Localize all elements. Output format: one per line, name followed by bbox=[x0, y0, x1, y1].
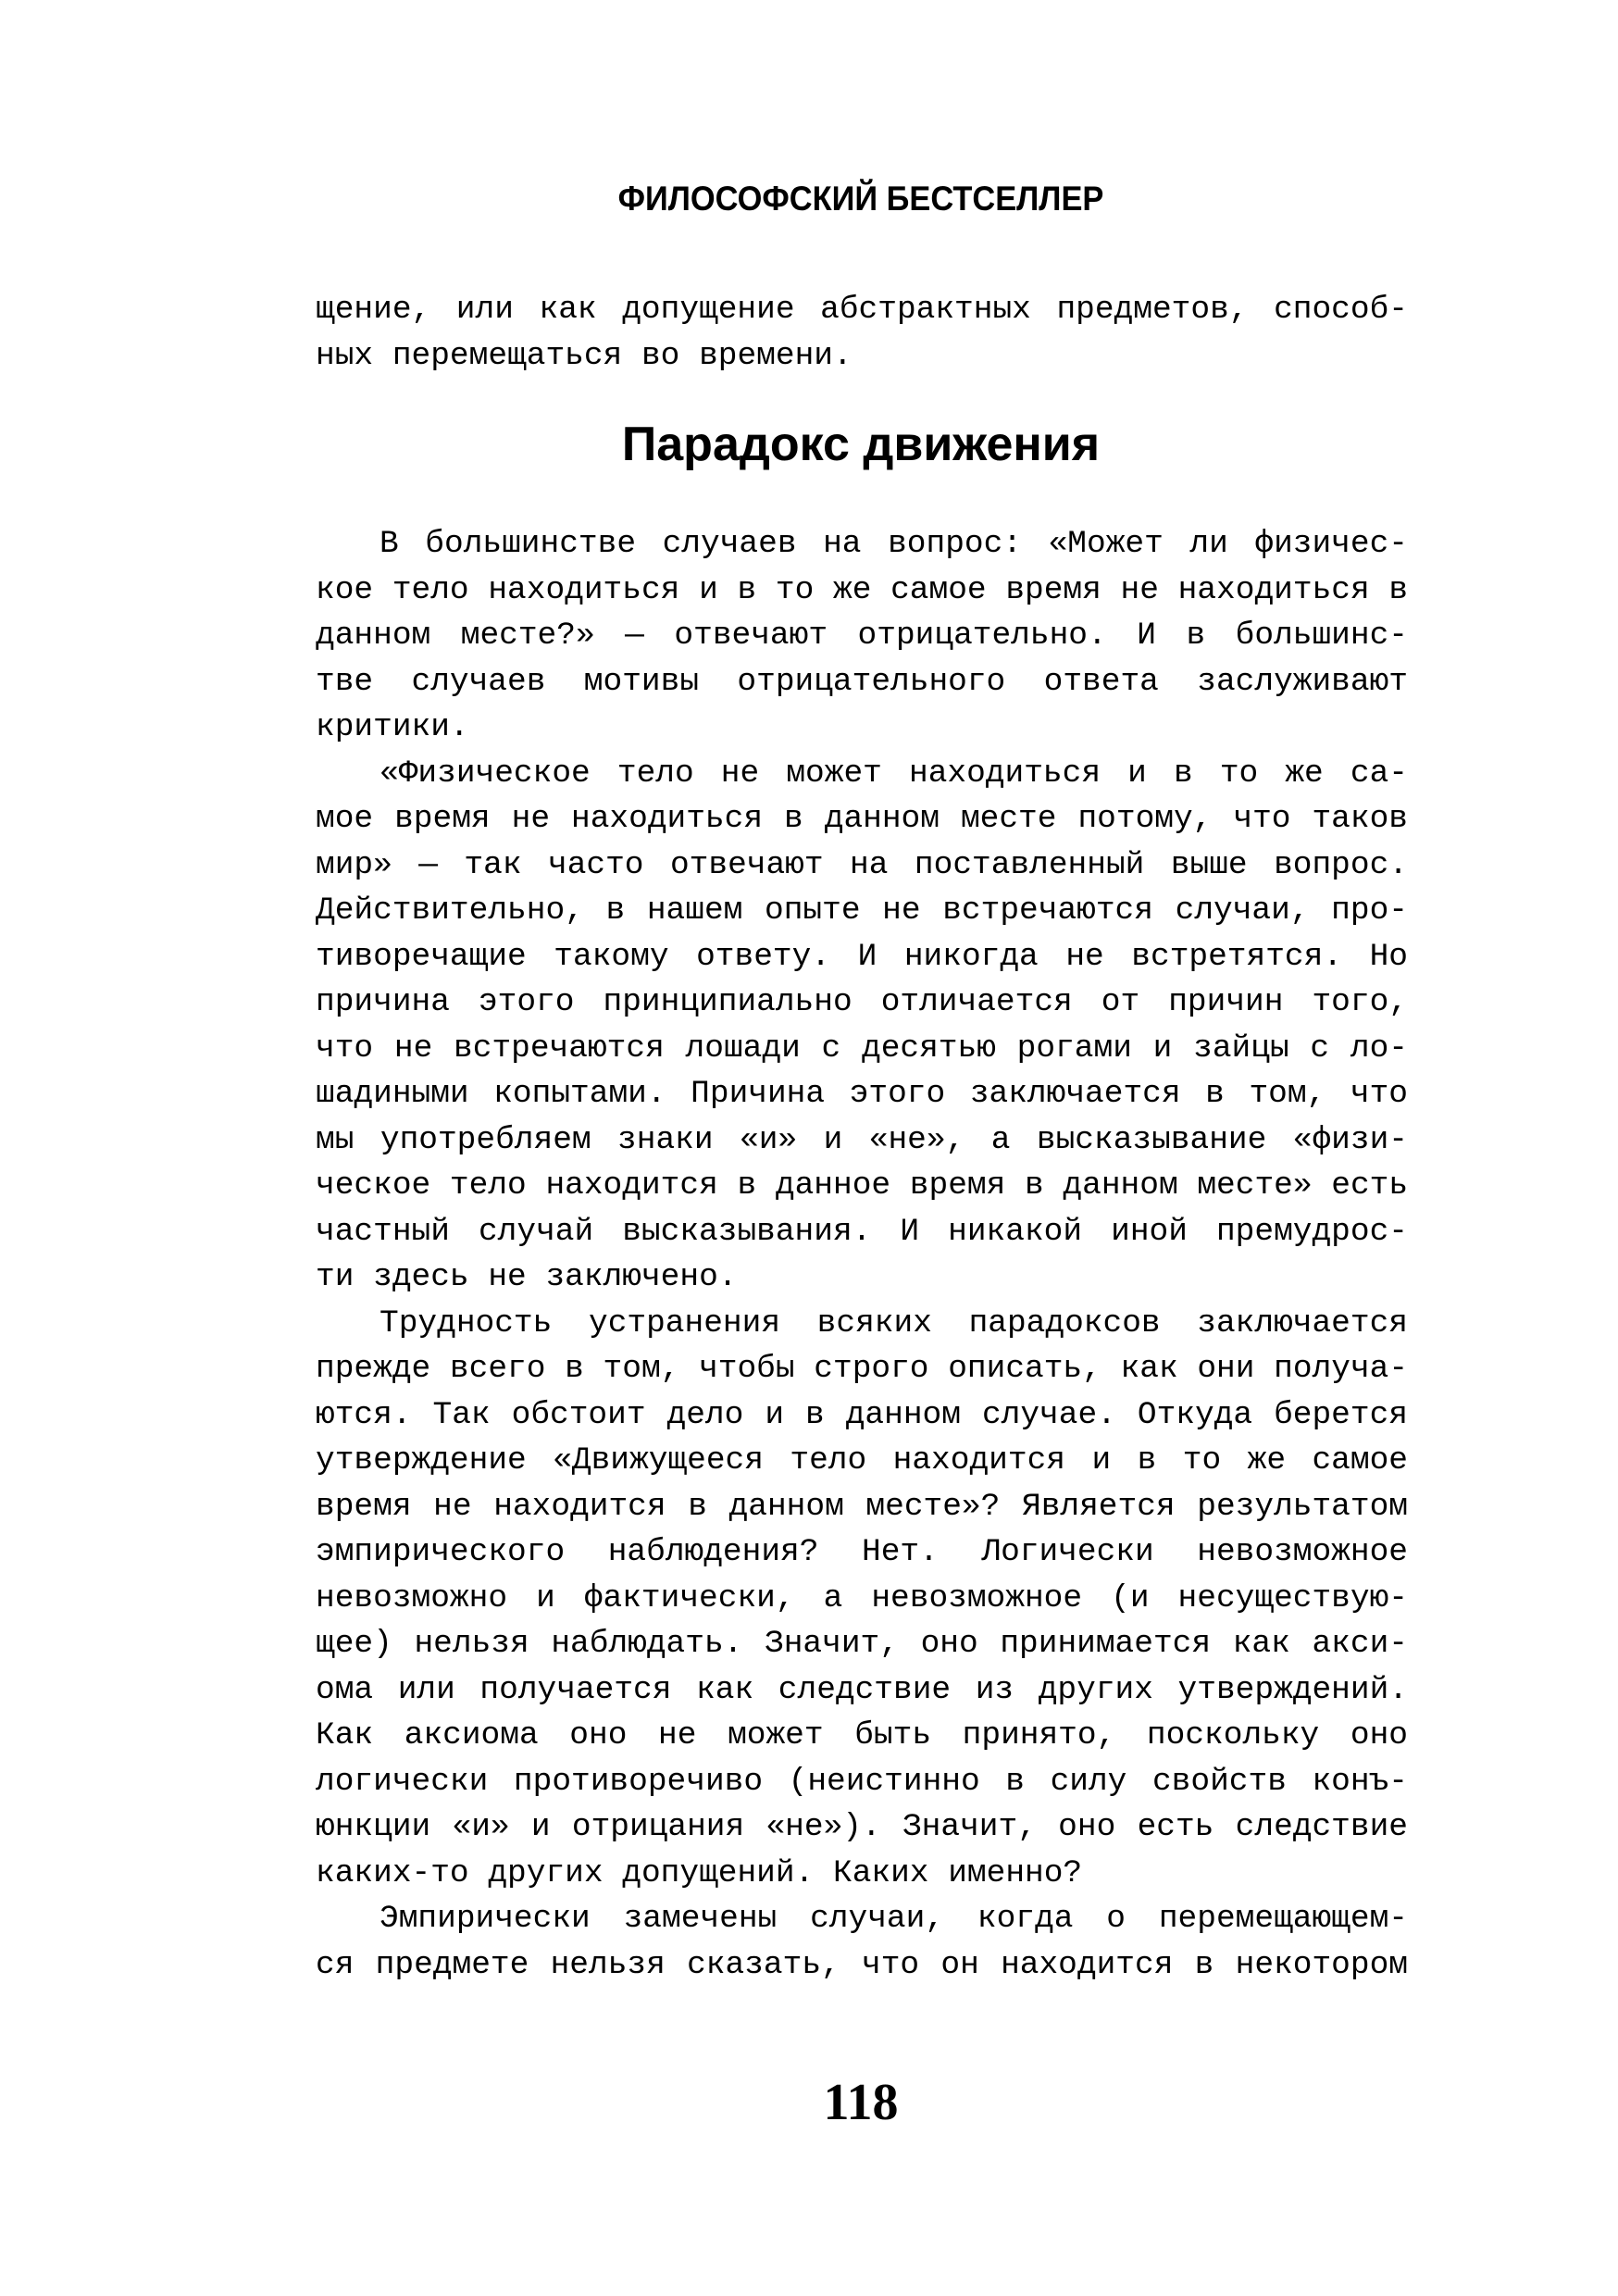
text-line: время не находится в данном месте»? Является результатом bbox=[316, 1488, 1408, 1525]
text-line: логически противоречиво (неистинно в силу свойств конъ- bbox=[316, 1763, 1408, 1800]
text-line: эмпирического наблюдения? Нет. Логически невозможное bbox=[316, 1534, 1408, 1570]
text-line: шадиными копытами. Причина этого заключается в том, что bbox=[316, 1076, 1408, 1112]
text-line: утверждение «Движущееся тело находится и в то же самое bbox=[316, 1442, 1408, 1479]
text-line: невозможно и фактически, а невозможное (и несуществую- bbox=[316, 1579, 1408, 1616]
text-line: кое тело находиться и в то же самое время не находиться в bbox=[316, 571, 1409, 608]
paragraph bbox=[316, 521, 1408, 751]
text-line: Как аксиома оно не может быть принято, поскольку оно bbox=[316, 1717, 1408, 1753]
text-line: юнкции «и» и отрицания «не»). Значит, оно есть следствие bbox=[316, 1809, 1408, 1845]
text-line: что не встречаются лошади с десятью рогами и зайцы с ло- bbox=[316, 1029, 1408, 1067]
text-line: ческое тело находится в данное время в данном месте» есть bbox=[316, 1167, 1409, 1204]
text-line: причина этого принципиально отличается от причин того, bbox=[316, 984, 1408, 1020]
text-line: ются. Так обстоит дело и в данном случае. Откуда берется bbox=[316, 1396, 1408, 1433]
intro-text bbox=[316, 287, 1408, 379]
text-line: тве случаев мотивы отрицательного ответа заслуживают bbox=[316, 663, 1408, 700]
text-line: щение, или как допущение абстрактных предметов, способ- bbox=[316, 292, 1408, 328]
running-head: ФИЛОСОФСКИЙ БЕСТСЕЛЛЕР bbox=[617, 180, 1104, 218]
paragraph bbox=[316, 751, 1408, 1301]
text-line: каких-то других допущений. Каких именно? bbox=[316, 1854, 1083, 1891]
text-line: ных перемещаться во времени. bbox=[316, 337, 853, 374]
text-line: критики. bbox=[316, 709, 469, 745]
text-line: «Физическое тело не может находиться и в то же са- bbox=[380, 755, 1408, 792]
text-line: ома или получается как следствие из других утверждений. bbox=[316, 1671, 1408, 1708]
text-line: Трудность устранения всяких парадоксов заключается bbox=[380, 1304, 1408, 1341]
text-line: частный случай высказывания. И никакой иной премудрос- bbox=[316, 1213, 1408, 1250]
text-line: ти здесь не заключено. bbox=[316, 1259, 738, 1295]
text-line: прежде всего в том, чтобы строго описать, как они получа- bbox=[316, 1351, 1409, 1387]
text-line: данном месте?» — отвечают отрицательно. И в большинс- bbox=[316, 618, 1408, 654]
main-text bbox=[316, 521, 1408, 1988]
text-line: Эмпирически замечены случаи, когда о перемещающем- bbox=[380, 1901, 1408, 1937]
section-heading: Парадокс движения bbox=[621, 418, 1101, 471]
text-line: мы употребляем знаки «и» и «не», а высказывание «физи- bbox=[316, 1121, 1408, 1158]
text-line: щее) нельзя наблюдать. Значит, оно принимается как акси- bbox=[316, 1626, 1408, 1662]
page-number: 118 bbox=[823, 2074, 899, 2131]
paragraph bbox=[316, 1896, 1408, 1988]
text-line: мое время не находиться в данном месте потому, что таков bbox=[316, 801, 1408, 837]
text-line: ся предмете нельзя сказать, что он находится в некотором bbox=[316, 1946, 1408, 1983]
text-line: тиворечащие такому ответу. И никогда не встретятся. Но bbox=[316, 938, 1408, 975]
text-line: В большинстве случаев на вопрос: «Может ли физичес- bbox=[380, 526, 1408, 562]
paragraph bbox=[316, 1301, 1408, 1897]
text-line: мир» — так часто отвечают на поставленный выше вопрос. bbox=[316, 846, 1408, 883]
text-line: Действительно, в нашем опыте не встречаются случаи, про- bbox=[316, 892, 1408, 929]
